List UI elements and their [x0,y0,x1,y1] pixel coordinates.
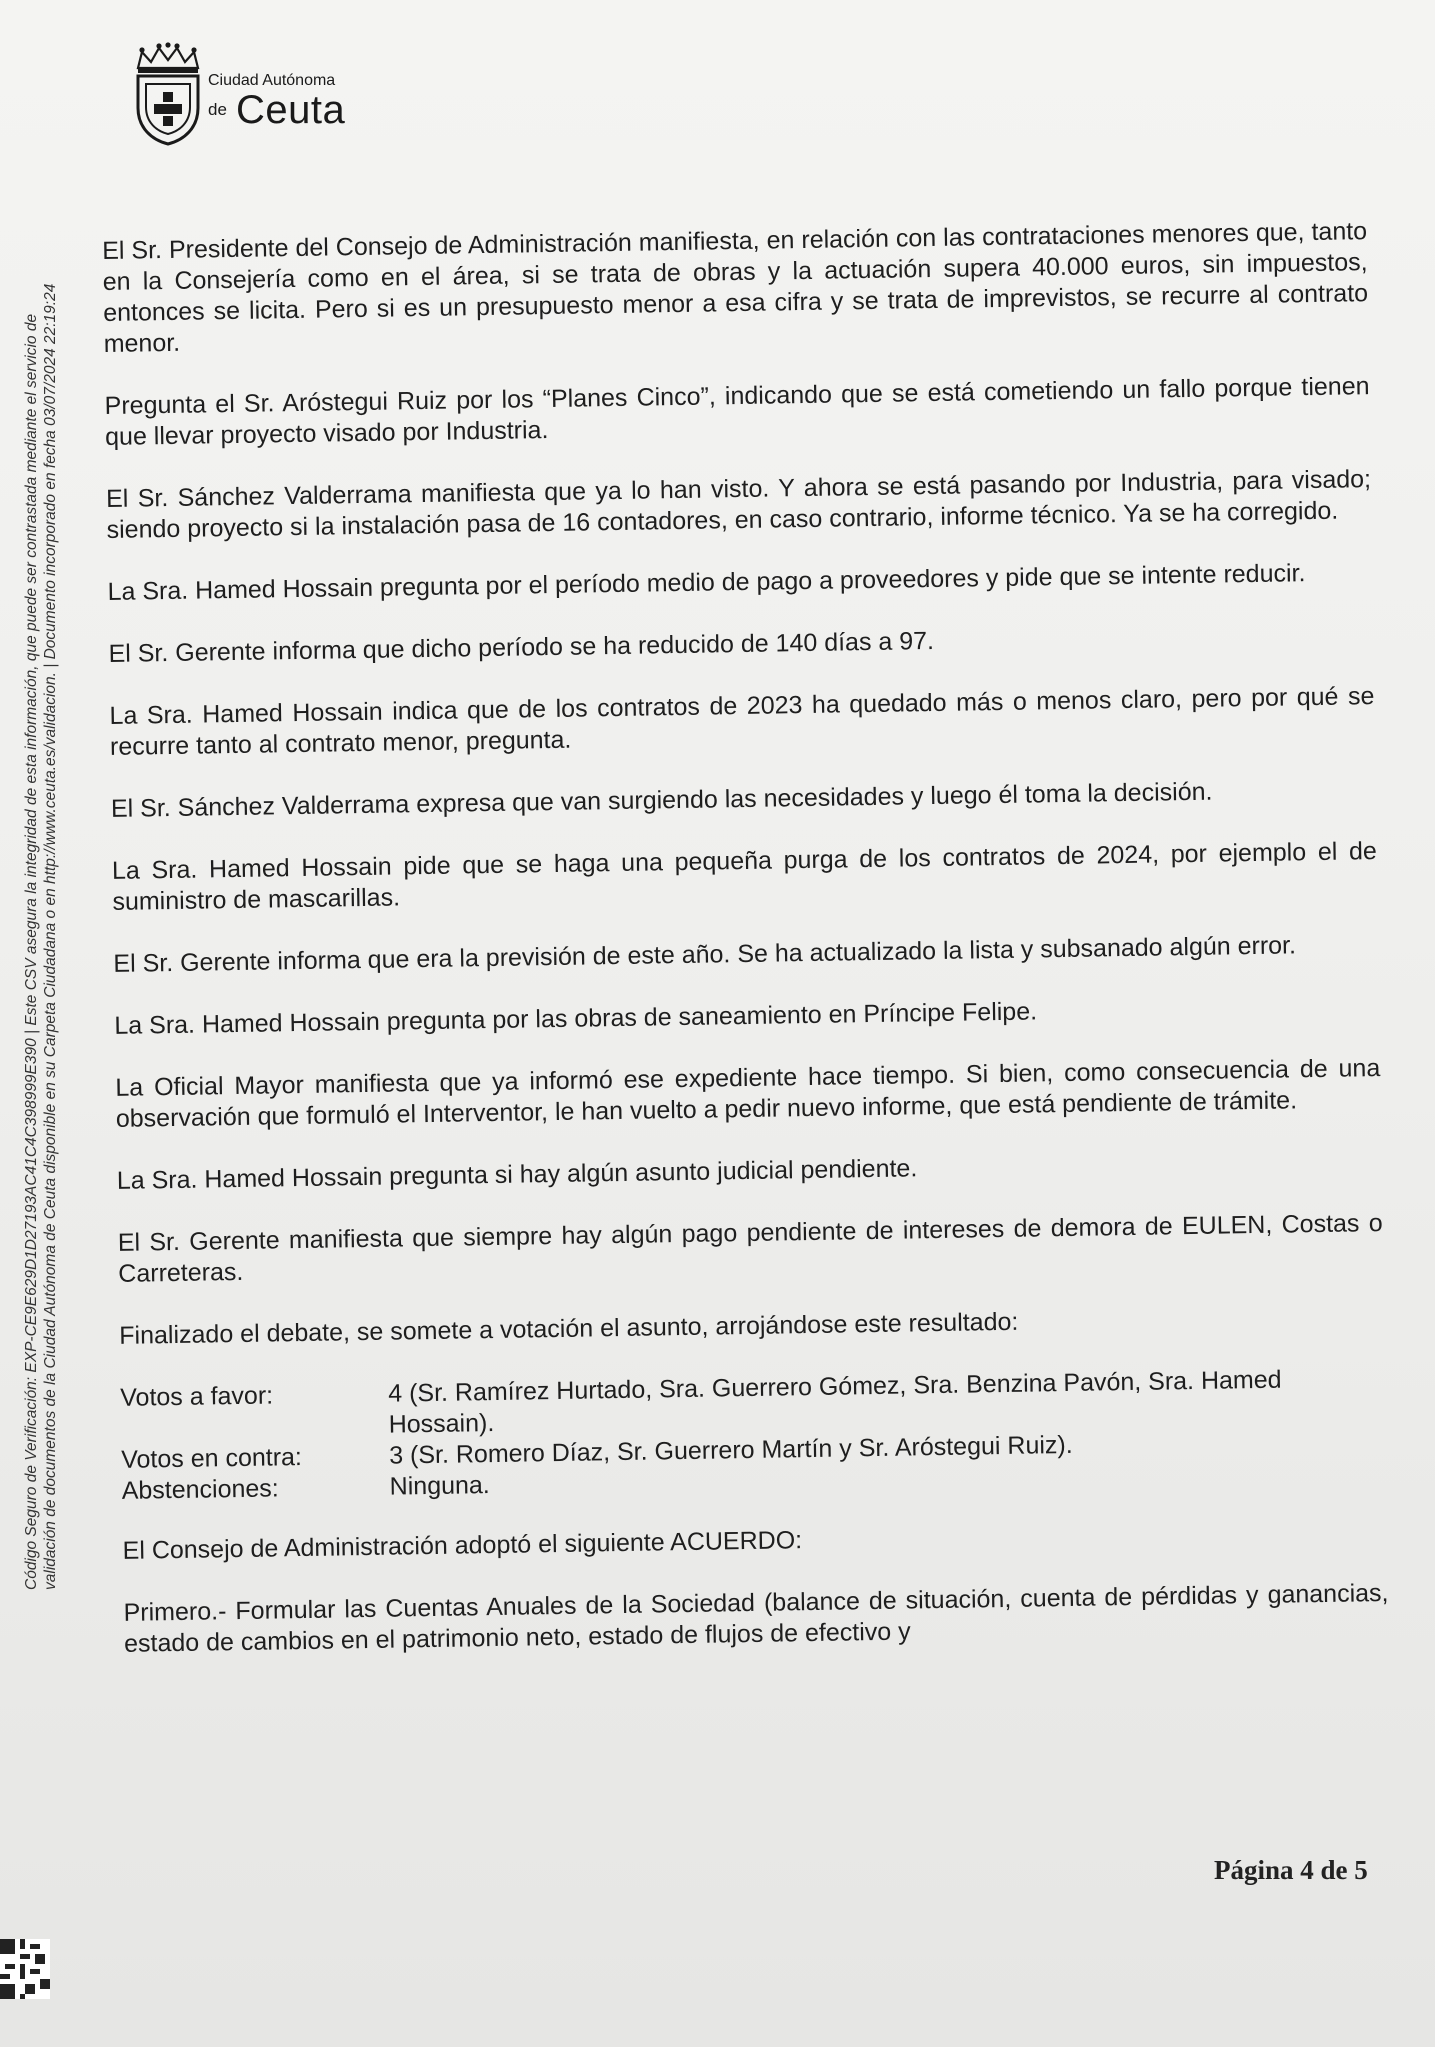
paragraph: El Sr. Sánchez Valderrama manifiesta que ya lo han visto. Y ahora se está pasando por Industria, para visado; siendo proyecto si la instalación pasa de 16 contadores, en caso contrario, informe técnico. Ya se ha corregido. [105,465,1372,544]
paragraph: Finalizado el debate, se somete a votación el asunto, arrojándose este resultado: [119,1307,1019,1350]
vote-value: Ninguna. [389,1471,490,1501]
document-body [102,216,1390,1691]
paragraph: El Sr. Gerente informa que dicho período se ha reducido de 140 días a 97. [108,626,935,668]
paragraph: El Sr. Sánchez Valderrama expresa que van surgiendo las necesidades y luego él toma la decisión. [110,777,1213,823]
verification-line-2: validación de documentos de la Ciudad Autónoma de Ceuta disponible en su Carpeta Ciudadana o en http://www.ceuta.es/validacion. | Documento incorporado en fecha 03/07/2024 22:19:24 [42,283,59,1590]
paragraph: El Sr. Gerente informa que era la previsión de este año. Se ha actualizado la lista y subsanado algún error. [113,931,1297,978]
verification-stamp [22,160,60,1590]
paragraph: Primero.- Formular las Cuentas Anuales de la Sociedad (balance de situación, cuenta de pérdidas y ganancias, estado de cambios en el patrimonio neto, estado de flujos de efectivo y [123,1578,1389,1658]
ceuta-logo [132,42,392,152]
paragraph: El Consejo de Administración adoptó el siguiente ACUERDO: [122,1526,803,1565]
vote-label: Abstenciones: [121,1474,279,1505]
vote-value: 3 (Sr. Romero Díaz, Sr. Guerrero Martín y Sr. Aróstegui Ruiz). [388,1430,1073,1470]
logo-org-line: Ciudad Autónoma [208,72,336,89]
paragraph: La Oficial Mayor manifiesta que ya informó ese expediente hace tiempo. Si bien, como consecuencia de una observación que formuló el Interventor, le han vuelto a pedir nuevo informe, que está pendiente de trámite. [115,1054,1381,1133]
vote-results [120,1363,1387,1507]
logo-de: de [208,100,227,119]
paragraph: La Sra. Hamed Hossain pregunta por las obras de saneamiento en Príncipe Felipe. [114,997,1038,1040]
coat-of-arms-icon [132,42,204,146]
qr-code-icon [0,1938,50,2000]
paragraph: La Sra. Hamed Hossain pide que se haga una pequeña purga de los contratos de 2024, por ejemplo el de suministro de mascarillas. [111,837,1378,916]
logo-org-name: Ceuta [236,88,346,132]
paragraph: Pregunta el Sr. Aróstegui Ruiz por los “Planes Cinco”, indicando que se está cometiendo un fallo porque tienen que llevar proyecto visado por Industria. [104,372,1370,451]
verification-line-1: Código Seguro de Verificación: EXP-CE9E629D1D27193AC41C4C398999E390 | Este CSV asegura la integridad de esta información, que puede ser contrastada mediante el servicio de [23,313,40,1590]
paragraph: El Sr. Gerente manifiesta que siempre hay algún pago pendiente de intereses de demora de EULEN, Costas o Carreteras. [117,1209,1383,1288]
page-number: Página 4 de 5 [1214,1855,1368,1885]
paragraph: La Sra. Hamed Hossain pregunta por el período medio de pago a proveedores y pide que se intente reducir. [107,559,1306,606]
paragraph: La Sra. Hamed Hossain pregunta si hay algún asunto judicial pendiente. [116,1154,918,1195]
paragraph: La Sra. Hamed Hossain indica que de los contratos de 2023 ha quedado más o menos claro, pero por qué se recurre tanto al contrato menor, pregunta. [109,682,1375,761]
vote-label: Votos a favor: [120,1381,274,1412]
vote-label: Votos en contra: [121,1443,303,1474]
paragraph: El Sr. Presidente del Consejo de Administración manifiesta, en relación con las contrataciones menores que, tanto en la Consejería como en el área, si se trata de obras y la actuación supera 40.000 euros, sin impuestos, entonces se licita. Pero si es un presupuesto menor a esa cifra y se trata de imprevistos, se recurre al contrato menor. [102,217,1369,358]
vote-value: 4 (Sr. Ramírez Hurtado, Sra. Guerrero Gómez, Sra. Benzina Pavón, Sra. Hamed Hossain). [387,1365,1282,1439]
